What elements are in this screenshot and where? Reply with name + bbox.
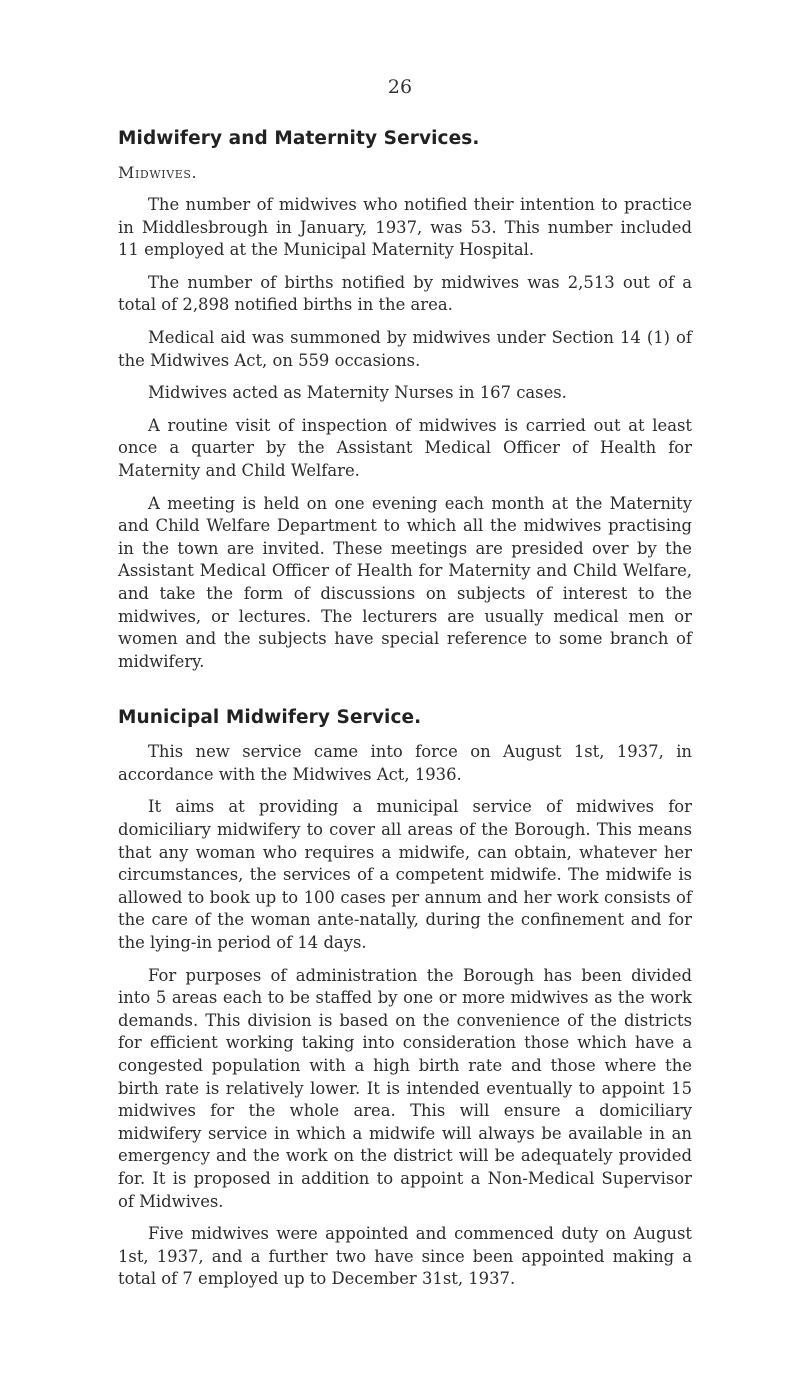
section-title-midwifery-maternity: Midwifery and Maternity Services.: [118, 128, 480, 149]
paragraph: The number of births notified by midwives was 2,513 out of a total of 2,898 notified births in the area.: [118, 272, 692, 315]
subheading-midwives: Midwives.: [118, 163, 198, 182]
section-title-municipal-midwifery: Municipal Midwifery Service.: [118, 707, 422, 729]
paragraph: Midwives acted as Maternity Nurses in 167 cases.: [148, 383, 567, 403]
page-number: 26: [387, 76, 413, 98]
page-content: [118, 126, 692, 1301]
paragraph: Five midwives were appointed and commenced duty on August 1st, 1937, and a further two have since been appointed making a total of 7 employed up to December 31st, 1937.: [118, 1224, 692, 1289]
paragraph: The number of midwives who notified their intention to practice in Middlesbrough in January, 1937, was 53. This number included 11 employed at the Municipal Maternity Hospital.: [118, 195, 692, 260]
paragraph: Medical aid was summoned by midwives under Section 14 (1) of the Midwives Act, on 559 occasions.: [118, 327, 692, 370]
paragraph: This new service came into force on August 1st, 1937, in accordance with the Midwives Act, 1936.: [118, 742, 692, 784]
paragraph: For purposes of administration the Borough has been divided into 5 areas each to be staffed by one or more midwives as the work demands. This division is based on the convenience of the districts for efficient working taking into consideration those which have a congested population with a high birth rate and those where the birth rate is relatively lower. It is intended eventually to appoint 15 midwives for the whole area. This will ensure a domiciliary midwifery service in which a midwife will always be available in an emergency and the work on the district will be adequately provided for. It is proposed in addition to appoint a Non-Medical Supervisor of Midwives.: [118, 965, 692, 1211]
paragraph: A routine visit of inspection of midwives is carried out at least once a quarter by the Assistant Medical Officer of Health for Maternity and Child Welfare.: [118, 415, 692, 480]
paragraph: A meeting is held on one evening each month at the Maternity and Child Welfare Department to which all the midwives practising in the town are invited. These meetings are presided over by the Assistant Medical Officer of Health for Maternity and Child Welfare, and take the form of discussions on subjects of interest to the midwives, or lectures. The lecturers are usually medical men or women and the subjects have special reference to some branch of midwifery.: [118, 493, 692, 671]
paragraph: It aims at providing a municipal service of midwives for domiciliary midwifery to cover all areas of the Borough. This means that any woman who requires a midwife, can obtain, whatever her circumstances, the services of a competent midwife. The midwife is allowed to book up to 100 cases per annum and her work consists of the care of the woman ante-natally, during the confinement and for the lying-in period of 14 days.: [118, 797, 692, 953]
